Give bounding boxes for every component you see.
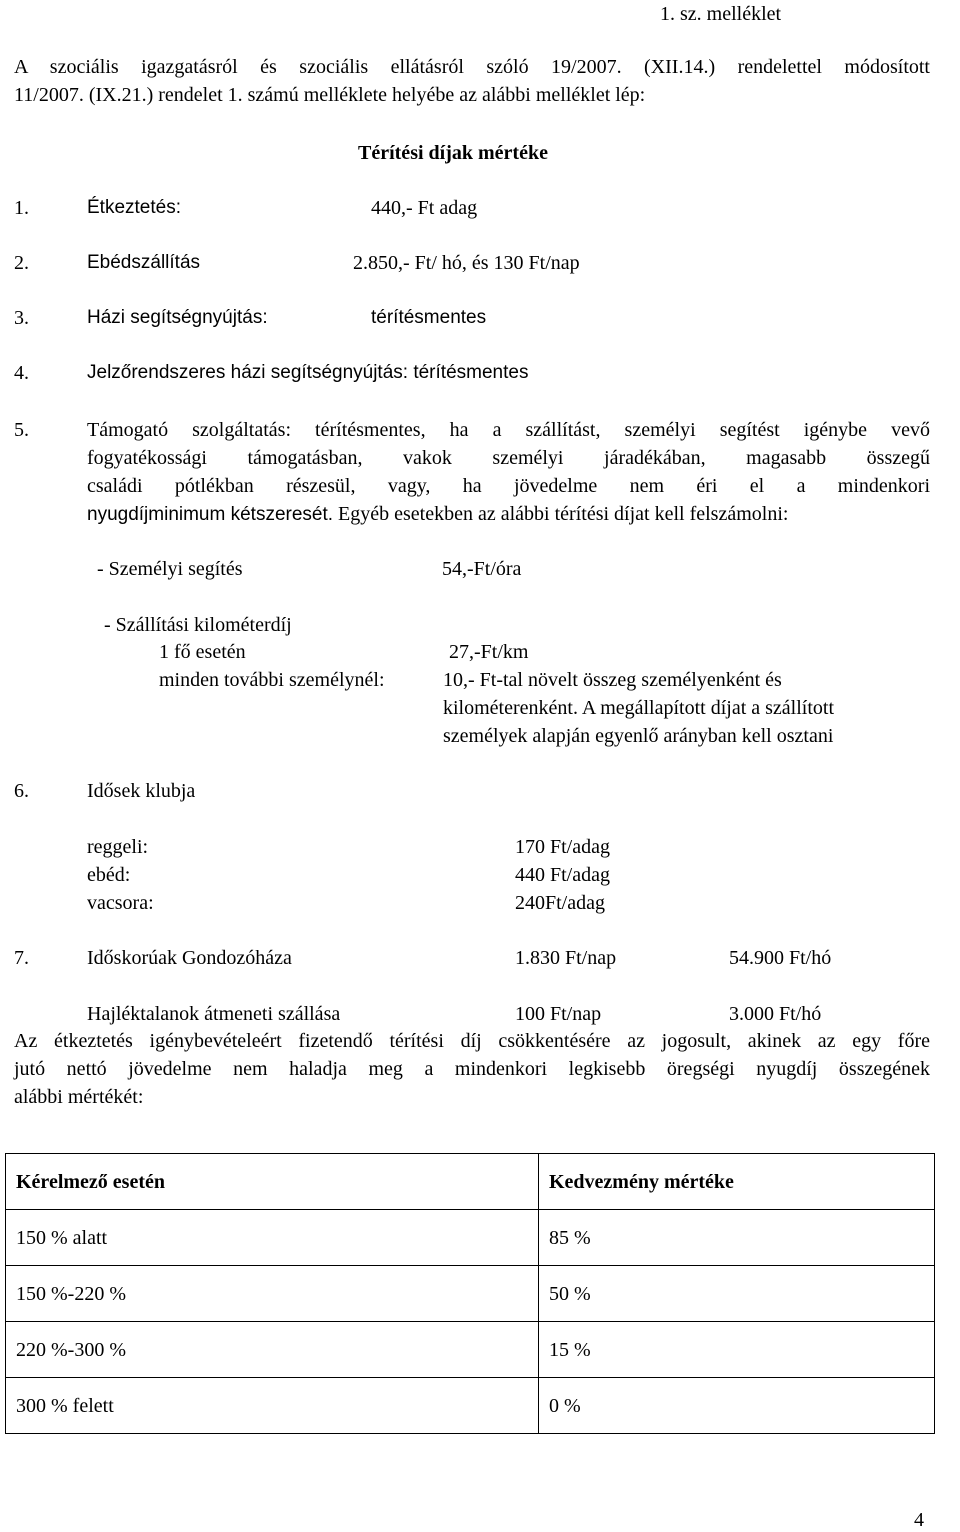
meal-value: 440 Ft/adag (515, 864, 610, 886)
transport-fee-label: - Szállítási kilométerdíj (104, 614, 292, 636)
item-5-line-3: családi pótlékban részesül, vagy, ha jövedelme nem éri el a mindenkori (87, 475, 930, 497)
item-6-number: 6. (14, 780, 29, 802)
item-2-number: 2. (14, 252, 29, 274)
each-additional-label: minden további személynél: (159, 669, 385, 691)
item-5-number: 5. (14, 419, 29, 441)
table-cell: 220 %-300 % (6, 1322, 539, 1378)
table-header-cell: Kérelmező esetén (6, 1154, 539, 1210)
discount-text-line-3: alábbi mértékét: (14, 1086, 144, 1108)
item-5-line-2: fogyatékossági támogatásban, vakok személyi járadékában, magasabb összegű (87, 447, 930, 469)
each-additional-value-1: 10,- Ft-tal növelt összeg személyenként és (443, 669, 782, 691)
homeless-shelter-per-day: 100 Ft/nap (515, 1003, 602, 1025)
each-additional-value-3: személyek alapján egyenlő arányban kell osztani (443, 725, 834, 747)
discount-text-line-2: jutó nettó jövedelme nem haladja meg a mindenkori legkisebb öregségi nyugdíj összegének (14, 1058, 930, 1080)
table-header-row (6, 1154, 935, 1210)
table-cell: 150 %-220 % (6, 1266, 539, 1322)
personal-assistance-label: - Személyi segítés (97, 558, 243, 580)
each-additional-value-2: kilométerenként. A megállapított díjat a szállított (443, 697, 835, 719)
table-cell: 300 % felett (6, 1378, 539, 1434)
table-cell: 50 % (539, 1266, 935, 1322)
discount-text-line-1: Az étkeztetés igénybevételeért fizetendő térítési díj csökkentésére az jogosult, akinek az egy főre (14, 1030, 930, 1052)
item-1-value: 440,- Ft adag (371, 197, 478, 219)
item-1-number: 1. (14, 197, 29, 219)
one-person-label: 1 fő esetén (159, 641, 246, 663)
table-row (6, 1266, 935, 1322)
item-7-label: Időskorúak Gondozóháza (87, 947, 292, 969)
annex-label: 1. sz. melléklet (660, 3, 782, 25)
homeless-shelter-label: Hajléktalanok átmeneti szállása (87, 1003, 341, 1025)
item-4-number: 4. (14, 362, 29, 384)
intro-line-2: 11/2007. (IX.21.) rendelet 1. számú melléklete helyébe az alábbi melléklet lép: (14, 84, 646, 106)
personal-assistance-value: 54,-Ft/óra (442, 558, 522, 580)
item-3-value: térítésmentes (371, 307, 487, 328)
item-6-label: Idősek klubja (87, 780, 196, 802)
table-cell: 150 % alatt (6, 1210, 539, 1266)
table-row (6, 1210, 935, 1266)
item-7-per-month: 54.900 Ft/hó (729, 947, 832, 969)
intro-line-1: A szociális igazgatásról és szociális ellátásról szóló 19/2007. (XII.14.) rendelettel módosított (14, 56, 930, 78)
meal-label: vacsora: (87, 892, 154, 914)
item-2-value: 2.850,- Ft/ hó, és 130 Ft/nap (353, 252, 580, 274)
item-5-line-4-part-1: nyugdíjminimum kétszeresét. (87, 504, 334, 525)
item-5-line-1: Támogató szolgáltatás: térítésmentes, ha a szállítást, személyi segítést igénybe vevő (87, 419, 930, 441)
one-person-value: 27,-Ft/km (449, 641, 529, 663)
table-row (6, 1322, 935, 1378)
item-5-line-4-part-2: Egyéb esetekben az alábbi térítési díjat kell felszámolni: (333, 503, 789, 525)
item-1-label: Étkeztetés: (87, 197, 181, 218)
item-7-number: 7. (14, 947, 29, 969)
table-cell: 15 % (539, 1322, 935, 1378)
discount-table (5, 1153, 935, 1434)
meal-label: ebéd: (87, 864, 131, 886)
item-3-number: 3. (14, 307, 29, 329)
item-2-label: Ebédszállítás (87, 252, 201, 273)
page-heading: Térítési díjak mértéke (358, 142, 548, 164)
item-4-label: Jelzőrendszeres házi segítségnyújtás: térítésmentes (87, 362, 529, 383)
item-5-line-4 (87, 502, 788, 527)
page-number: 4 (914, 1509, 924, 1531)
meal-label: reggeli: (87, 836, 149, 858)
meal-value: 170 Ft/adag (515, 836, 610, 858)
table-header-cell: Kedvezmény mértéke (539, 1154, 935, 1210)
table-cell: 0 % (539, 1378, 935, 1434)
table-row (6, 1378, 935, 1434)
meal-value: 240Ft/adag (515, 892, 605, 914)
homeless-shelter-per-month: 3.000 Ft/hó (729, 1003, 822, 1025)
item-3-label: Házi segítségnyújtás: (87, 307, 268, 328)
table-cell: 85 % (539, 1210, 935, 1266)
item-7-per-day: 1.830 Ft/nap (515, 947, 617, 969)
